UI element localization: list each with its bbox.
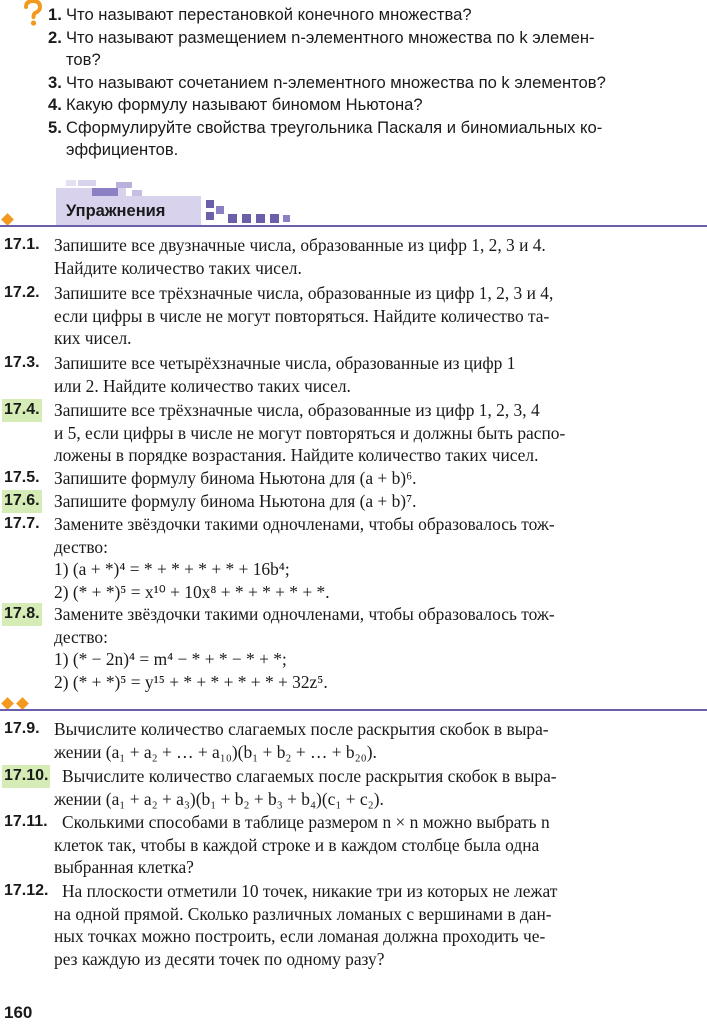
exercise-item: 1) (* − 2n)⁴ = m⁴ − * + * − * + *; xyxy=(54,649,287,669)
exercise-number: 17.3. xyxy=(4,354,40,371)
exercise-text: выбранная клетка? xyxy=(54,857,194,877)
question-text: Что называют размещением n-элементного множества по k элемен- xyxy=(66,27,595,47)
exercise-number: 17.7. xyxy=(4,515,40,532)
exercise-text: Запишите все трёхзначные числа, образованные из цифр 1, 2, 3 и 4, xyxy=(54,283,554,303)
exercise-number: 17.2. xyxy=(4,284,40,301)
exercise-number: 17.5. xyxy=(4,469,40,486)
exercise-text: Вычислите количество слагаемых после раскрытия скобок в выра- xyxy=(54,719,549,739)
question-text: эффициентов. xyxy=(66,140,179,159)
exercise-number: 17.12. xyxy=(4,882,49,899)
exercise-text: Сколькими способами в таблице размером n × n можно выбрать n xyxy=(62,812,550,832)
exercise-text: ложены в порядке возрастания. Найдите количество таких чисел. xyxy=(54,445,539,465)
exercise-text: Найдите количество таких чисел. xyxy=(54,257,302,278)
question-number: 1. xyxy=(48,5,62,24)
divider-line xyxy=(0,225,707,227)
exercise-number: 17.9. xyxy=(4,720,40,737)
question-text: тов? xyxy=(66,50,101,69)
exercise-text: Запишите формулу бинома Ньютона для (a + b)⁶. xyxy=(54,468,417,488)
question-number: 3. xyxy=(48,72,62,92)
exercise-text: жении (a₁ + a₂ + … + a₁₀)(b₁ + b₂ + … + b₂₀). xyxy=(54,741,377,762)
question-text: Какую формулу называют биномом Ньютона? xyxy=(66,95,423,114)
exercise-text: если цифры в числе не могут повторяться. Найдите количество та- xyxy=(54,305,550,326)
question-text: Сформулируйте свойства треугольника Паскаля и биномиальных ко- xyxy=(66,117,603,137)
page-number: 160 xyxy=(4,1003,33,1022)
exercise-number: 17.4. xyxy=(2,399,42,422)
exercise-number: 17.11. xyxy=(4,813,48,830)
question-number: 5. xyxy=(48,117,62,137)
exercise-text: клеток так, чтобы в каждой строке и в каждом столбце была одна xyxy=(54,834,540,855)
exercise-text: дество: xyxy=(54,536,108,557)
question-2 xyxy=(48,27,698,72)
exercise-text: и 5, если цифры в числе не могут повторяться и должны быть распо- xyxy=(54,422,566,443)
exercise-number: 17.8. xyxy=(2,603,42,626)
exercise-number: 17.1. xyxy=(4,236,40,253)
review-questions xyxy=(48,4,698,162)
exercise-text: рез каждую из десяти точек по одному разу? xyxy=(54,948,385,969)
exercise-text: Замените звёздочки такими одночленами, чтобы образовалось тож- xyxy=(54,514,555,534)
question-4 xyxy=(48,94,698,117)
exercise-text: или 2. Найдите количество таких чисел. xyxy=(54,375,351,396)
question-number: 4. xyxy=(48,95,62,114)
exercise-text: на одной прямой. Сколько различных ломаных с вершинами в дан- xyxy=(54,903,552,924)
question-3 xyxy=(48,72,698,95)
question-5 xyxy=(48,117,698,162)
question-text: Что называют сочетанием n-элементного множества по k элементов? xyxy=(66,72,606,92)
question-text: Что называют перестановкой конечного множества? xyxy=(66,5,472,24)
question-number: 2. xyxy=(48,27,62,47)
exercise-text: Вычислите количество слагаемых после раскрытия скобок в выра- xyxy=(62,766,557,786)
section-title: Упражнения xyxy=(66,202,166,220)
exercise-text: жении (a₁ + a₂ + a₃)(b₁ + b₂ + b₃ + b₄)(c₁ + c₂). xyxy=(54,788,384,809)
exercise-text: Запишите все четырёхзначные числа, образованные из цифр 1 xyxy=(54,353,516,373)
exercise-text: Замените звёздочки такими одночленами, чтобы образовалось тож- xyxy=(54,604,555,624)
exercise-text: Запишите все двузначные числа, образованные из цифр 1, 2, 3 и 4. xyxy=(54,235,546,255)
difficulty-diamond-icon xyxy=(1,213,14,226)
exercise-text: Запишите формулу бинома Ньютона для (a + b)⁷. xyxy=(54,491,417,511)
exercise-item: 2) (* + *)⁵ = y¹⁵ + * + * + * + * + 32z⁵. xyxy=(54,671,328,692)
exercise-number: 17.6. xyxy=(2,490,42,513)
divider-line xyxy=(0,709,707,711)
exercise-item: 1) (a + *)⁴ = * + * + * + * + 16b⁴; xyxy=(54,559,290,579)
difficulty-diamond-icon xyxy=(16,697,29,710)
exercise-text: дество: xyxy=(54,626,108,647)
exercise-number: 17.10. xyxy=(2,765,50,788)
question-1 xyxy=(48,4,698,27)
exercise-text: На плоскости отметили 10 точек, никакие три из которых не лежат xyxy=(62,881,558,901)
exercise-text: ких чисел. xyxy=(54,328,132,348)
difficulty-diamond-icon xyxy=(1,697,14,710)
exercise-text: ных точках можно построить, если ломаная должна проходить че- xyxy=(54,926,546,946)
exercise-item: 2) (* + *)⁵ = x¹⁰ + 10x⁸ + * + * + * + *. xyxy=(54,581,330,602)
exercise-text: Запишите все трёхзначные числа, образованные из цифр 1, 2, 3, 4 xyxy=(54,400,540,420)
question-mark-icon xyxy=(22,0,44,26)
